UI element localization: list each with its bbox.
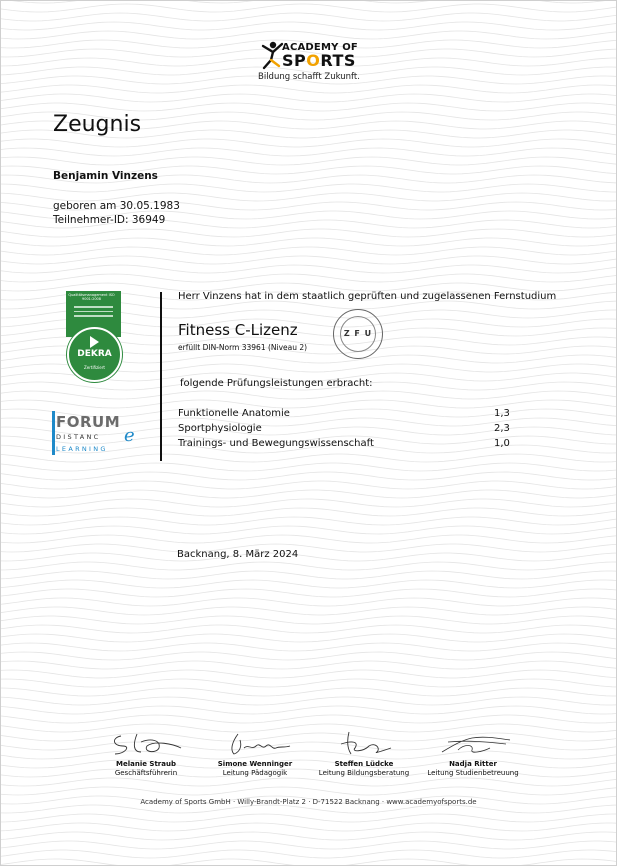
result-grade: 1,0 bbox=[494, 438, 510, 449]
document-title: Zeugnis bbox=[53, 112, 142, 137]
dekra-label: DEKRA bbox=[77, 349, 112, 359]
norm-text: erfüllt DIN-Norm 33961 (Niveau 2) bbox=[178, 343, 308, 352]
logo-tagline: Bildung schafft Zukunft. bbox=[258, 72, 360, 82]
dekra-arrow-icon bbox=[90, 336, 99, 348]
result-subject: Trainings- und Bewegungswissenschaft bbox=[178, 438, 374, 449]
academy-of-sports-logo bbox=[258, 40, 368, 90]
handwritten-signature bbox=[210, 730, 300, 758]
participant-id: Teilnehmer-ID: 36949 bbox=[53, 214, 166, 226]
handwritten-signature bbox=[319, 730, 409, 758]
signature-block: Nadja Ritter Leitung Studienbetreuung bbox=[418, 730, 528, 777]
course-title: Fitness C-Lizenz bbox=[178, 321, 298, 339]
vertical-divider bbox=[160, 292, 162, 461]
birth-date: geboren am 30.05.1983 bbox=[53, 200, 180, 212]
forum-distance-learning-logo: FORUM DISTANC e LEARNING bbox=[52, 405, 140, 457]
logo-top-text: ACADEMY OF bbox=[282, 42, 358, 53]
results-intro: folgende Prüfungsleistungen erbracht: bbox=[180, 378, 373, 389]
signature-block: Melanie Straub Geschäftsführerin bbox=[91, 730, 201, 777]
footer-address: Academy of Sports GmbH · Willy-Brandt-Platz 2 · D-71522 Backnang · www.academyofsports.de bbox=[140, 798, 477, 806]
place-and-date: Backnang, 8. März 2024 bbox=[177, 549, 299, 560]
result-subject: Funktionelle Anatomie bbox=[178, 408, 290, 419]
student-name: Benjamin Vinzens bbox=[53, 170, 158, 182]
handwritten-signature bbox=[101, 730, 191, 758]
result-grade: 2,3 bbox=[494, 423, 510, 434]
statement-text: Herr Vinzens hat in dem staatlich geprüften und zugelassenen Fernstudium bbox=[178, 291, 557, 302]
handwritten-signature bbox=[428, 730, 518, 758]
logo-sports-text: SPORTS bbox=[282, 51, 356, 70]
dekra-certification-badge: Qualitätsmanagement ISO 9001:2008 DEKRA Zertifiziert bbox=[66, 291, 121, 383]
result-subject: Sportphysiologie bbox=[178, 423, 262, 434]
result-grade: 1,3 bbox=[494, 408, 510, 419]
signature-block: Steffen Lüdcke Leitung Bildungsberatung bbox=[309, 730, 419, 777]
dekra-certified-label: Zertifiziert bbox=[84, 365, 105, 370]
zfu-seal: Z F U bbox=[333, 309, 383, 359]
signature-block: Simone Wenninger Leitung Pädagogik bbox=[200, 730, 310, 777]
